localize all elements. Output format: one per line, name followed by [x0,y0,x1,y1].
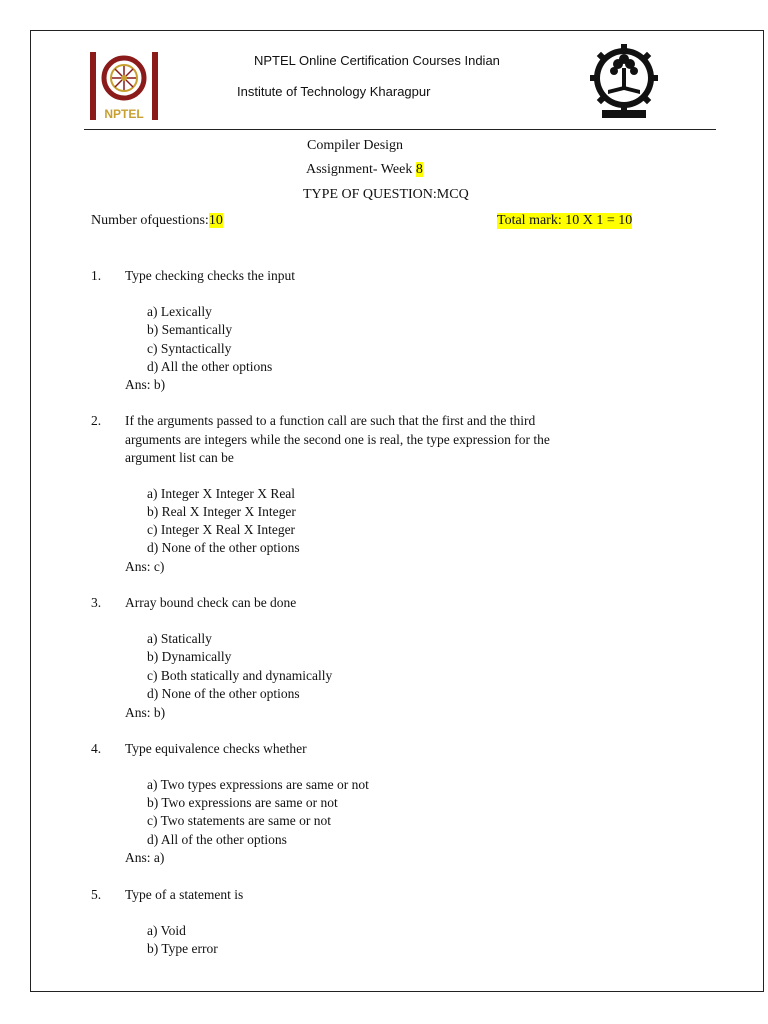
option-a: a) Lexically [147,304,212,319]
option-d: d) None of the other options [147,686,300,701]
option-b: b) Dynamically [147,649,232,664]
option-b: b) Type error [147,941,218,956]
option-a: a) Two types expressions are same or not [147,777,369,792]
answer: Ans: c) [125,559,165,574]
option-b: b) Two expressions are same or not [147,795,338,810]
header-line-1: NPTEL Online Certification Courses Indian [254,53,500,68]
course-title: Compiler Design [307,138,404,153]
answer: Ans: a) [125,850,165,865]
svg-text:NPTEL: NPTEL [104,107,144,121]
option-d: d) All the other options [147,359,273,374]
week-number: 8 [415,162,423,177]
question-text: Type equivalence checks whether [125,741,307,756]
iit-kharagpur-seal [588,44,660,120]
option-a: a) Statically [147,631,212,646]
question-text: Type checking checks the input [125,268,295,283]
question-text-line: arguments are integers while the second one is real, the type expression for the [125,432,550,447]
question-text-line: If the arguments passed to a function call are such that the first and the third [125,413,536,428]
assignment-title: Assignment- Week 8 [306,162,423,177]
option-c: c) Syntactically [147,341,232,356]
question-number: 5. [91,887,102,902]
option-c: c) Both statically and dynamically [147,668,333,683]
answer: Ans: b) [125,377,166,392]
option-c: c) Integer X Real X Integer [147,522,296,537]
question-number: 3. [91,595,102,610]
nptel-logo [88,50,160,122]
header-line-2: Institute of Technology Kharagpur [237,84,431,99]
option-b: b) Semantically [147,322,233,337]
option-a: a) Integer X Integer X Real [147,486,296,501]
question-type: TYPE OF QUESTION:MCQ [303,187,469,202]
option-c: c) Two statements are same or not [147,813,331,828]
number-of-questions-value: 10 [208,213,223,228]
option-b: b) Real X Integer X Integer [147,504,296,519]
option-d: d) None of the other options [147,540,300,555]
question-text: Type of a statement is [125,887,244,902]
question-text-line: argument list can be [125,450,234,465]
number-of-questions: Number ofquestions:10 [91,213,223,228]
question-text: Array bound check can be done [125,595,297,610]
question-number: 2. [91,413,102,428]
header-divider [84,129,716,130]
option-d: d) All of the other options [147,832,287,847]
answer: Ans: b) [125,705,166,720]
total-mark: Total mark: 10 X 1 = 10 [497,213,633,228]
question-number: 1. [91,268,102,283]
question-number: 4. [91,741,102,756]
option-a: a) Void [147,923,186,938]
